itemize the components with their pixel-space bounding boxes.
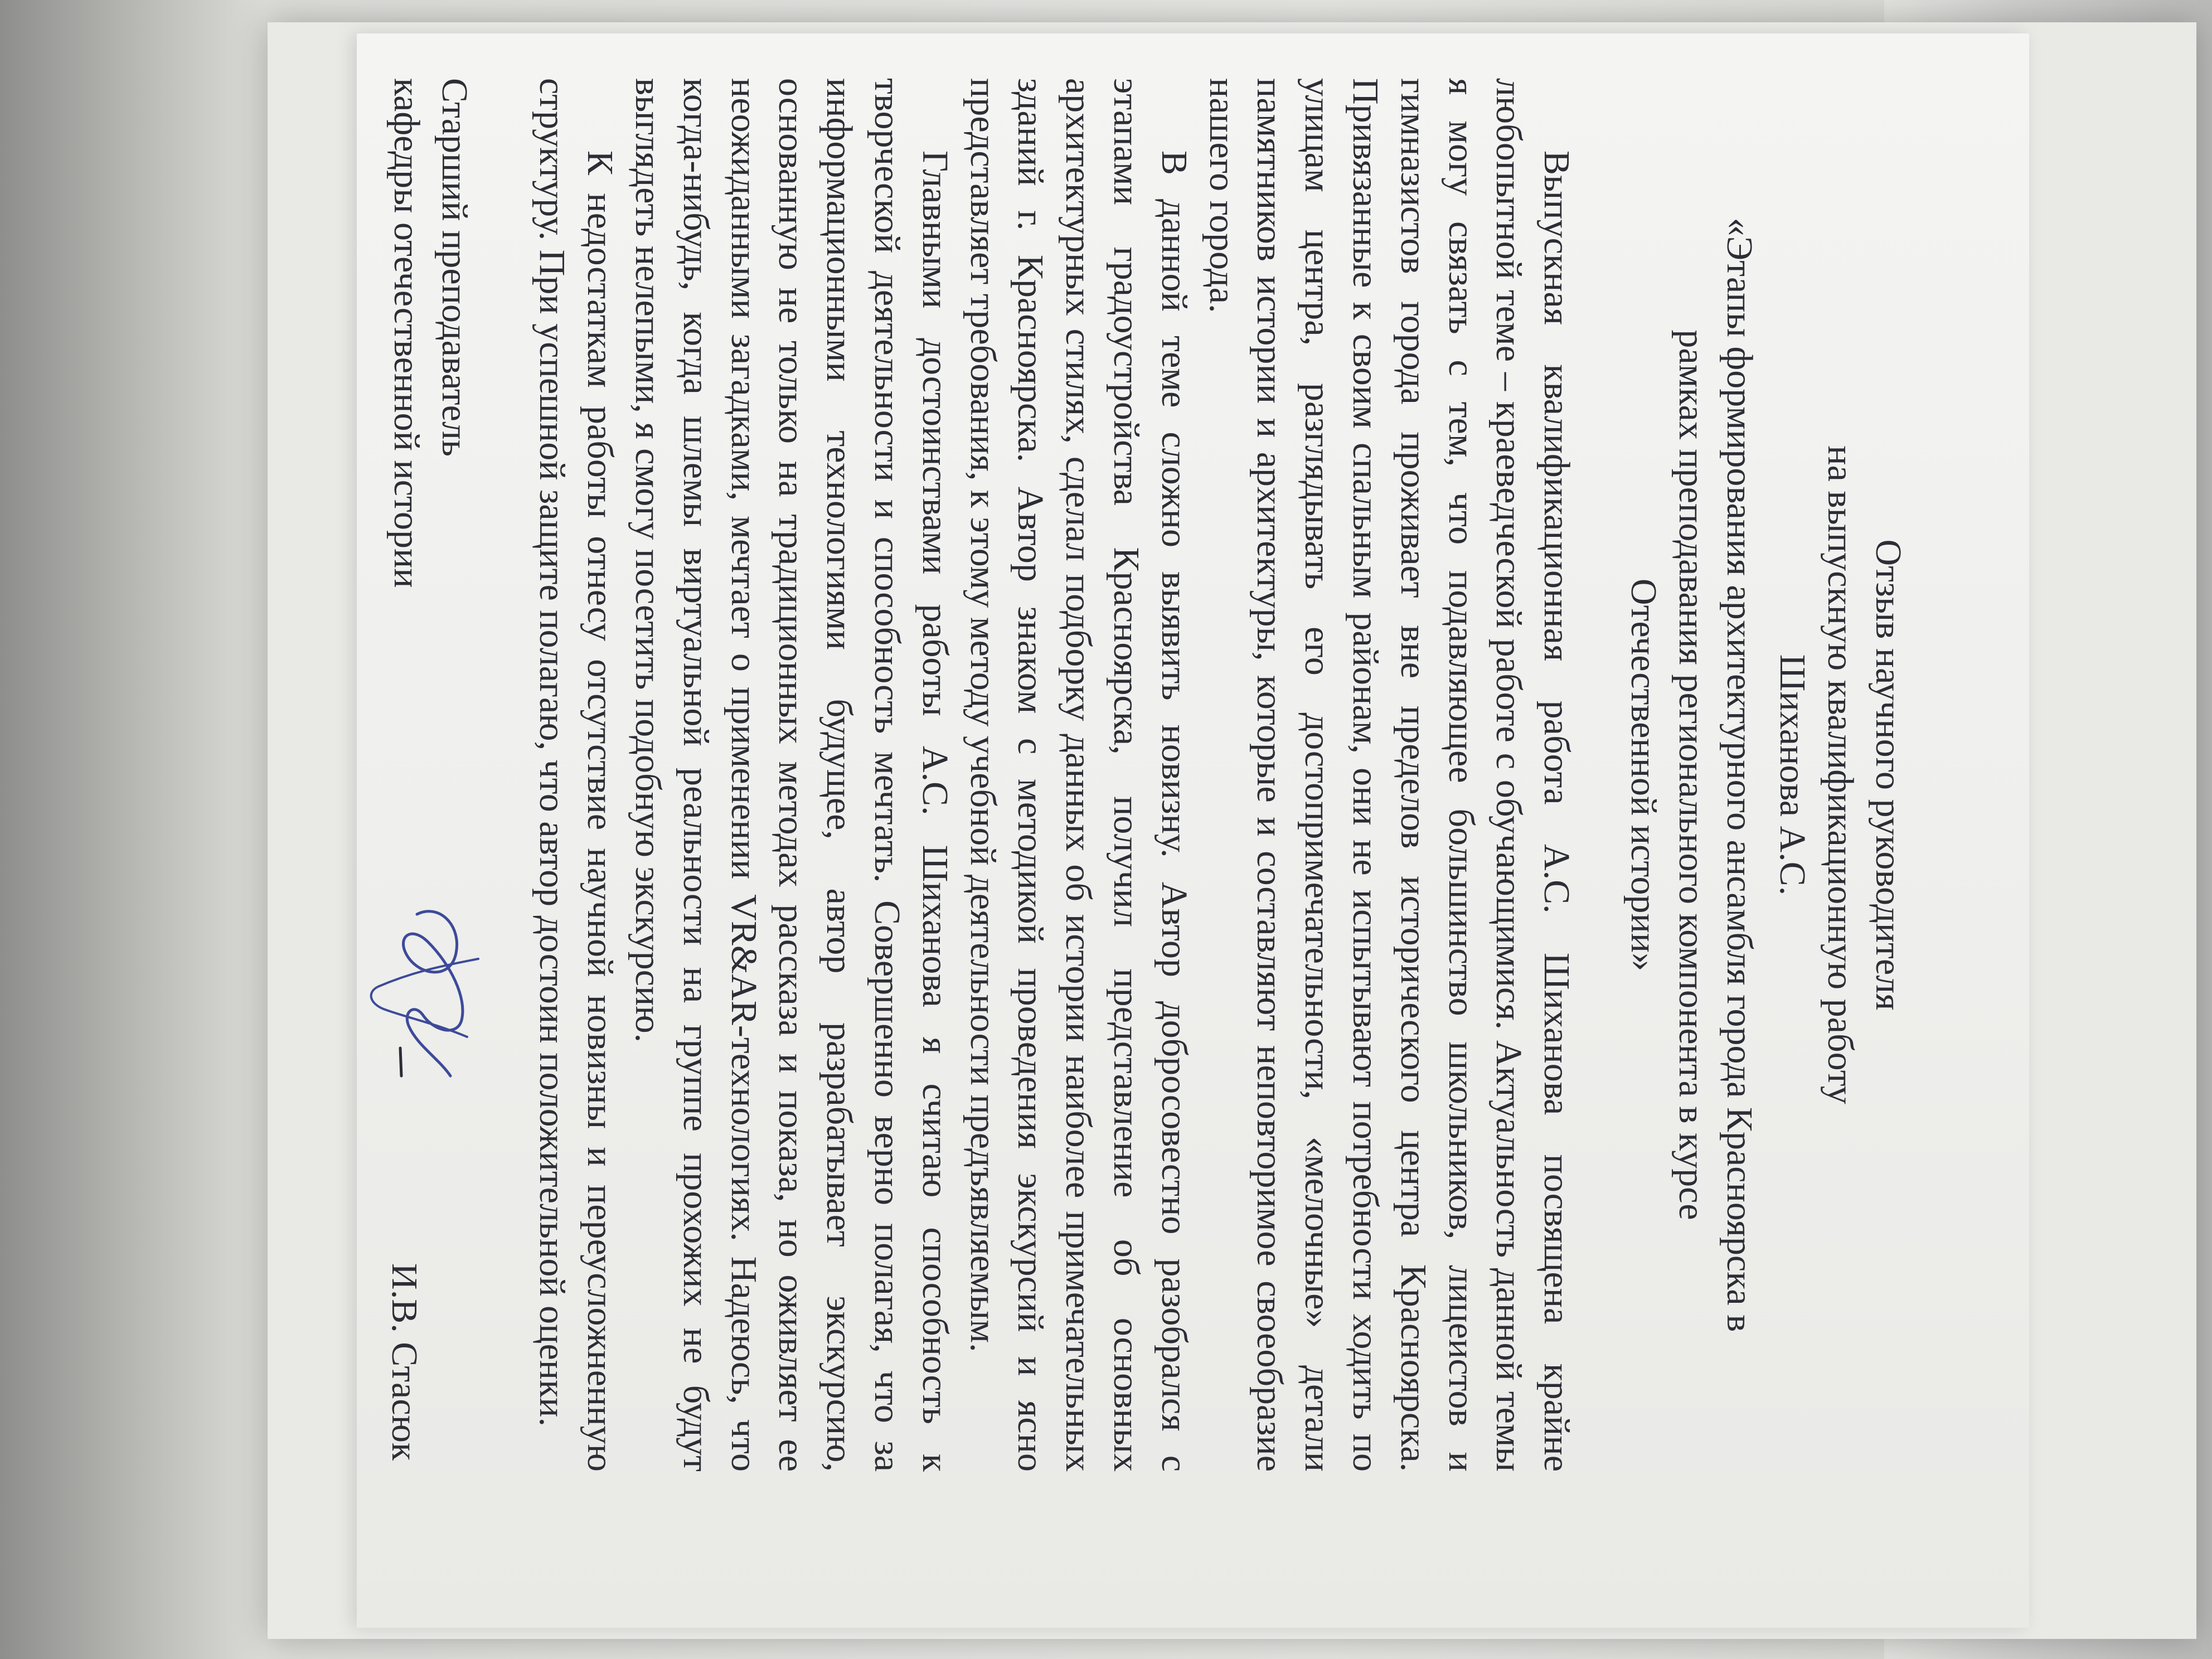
paragraph-weaknesses: К недостаткам работы отнесу отсутствие научной новизны и переусложненную структуру. При успешной защите полагаю, что автор достоин положительной оценки. — [532, 78, 621, 1472]
header-line-2: на выпускную квалификационную работу — [1820, 445, 1861, 1104]
signer-position — [382, 78, 478, 588]
signature-block — [367, 78, 478, 1472]
thesis-topic — [1619, 78, 1763, 1472]
position-line-2: кафедры отечественной истории — [386, 78, 427, 588]
paragraph-relevance: Выпускная квалификационная работа А.С. Шиханова посвящена крайне любопытной теме – краеведческой работе с обучающимися. Актуальность данной темы я могу связать с тем, что подавляющее большинство школьников, лицеистов и гимназистов города проживает вне пределов исторического центра Красноярска. Привязанные к своим спальным районам, они не испытывают потребности ходить по улицам центра, разглядывать его достопримечательности, «мелочные» детали памятников истории и архитектуры, которые и составляют неповторимое своеобразие нашего города. — [1201, 78, 1578, 1472]
position-line-1: Старший преподаватель — [434, 78, 475, 457]
topic-line-3: Отечественной истории» — [1623, 578, 1665, 972]
document-header — [1769, 78, 1912, 1472]
review-body — [528, 78, 1581, 1472]
header-author: Шиханова А.С. — [1772, 654, 1813, 896]
signer-name: И.В. Стасюк — [384, 1263, 425, 1461]
topic-line-2: рамках преподавания регионального компонента в курсе — [1671, 329, 1712, 1220]
paragraph-novelty: В данной теме сложно выявить новизну. Автор добросовестно разобрался с этапами градоустройства Красноярска, получил представление об основных архитектурных стилях, сделал подборку данных об истории наиболее примечательных зданий г. Красноярска. Автор знаком с методикой проведения экскурсий и ясно представляет требования, к этому методу учебной деятельности предъявляемым. — [962, 78, 1195, 1472]
topic-line-1: «Этапы формирования архитектурного ансамбля города Красноярска в — [1719, 217, 1760, 1332]
handwritten-signature — [356, 892, 501, 1093]
header-line-1: Отзыв научного руководителя — [1868, 539, 1909, 1011]
review-document — [362, 78, 1912, 1472]
paragraph-strengths: Главными достоинствами работы А.С. Шиханова я считаю способность к творческой деятельности и способность мечтать. Совершенно верно полагая, что за информационными технологиями будущее, автор разрабатывает экскурсию, основанную не только на традиционных методах рассказа и показа, но оживляет ее неожиданными загадками, мечтает о применении VR&AR-технологиях. Надеюсь, что когда-нибудь, когда шлемы виртуальной реальности на группе прохожих не будут выглядеть нелепыми, я смогу посетить подобную экскурсию. — [628, 78, 955, 1472]
